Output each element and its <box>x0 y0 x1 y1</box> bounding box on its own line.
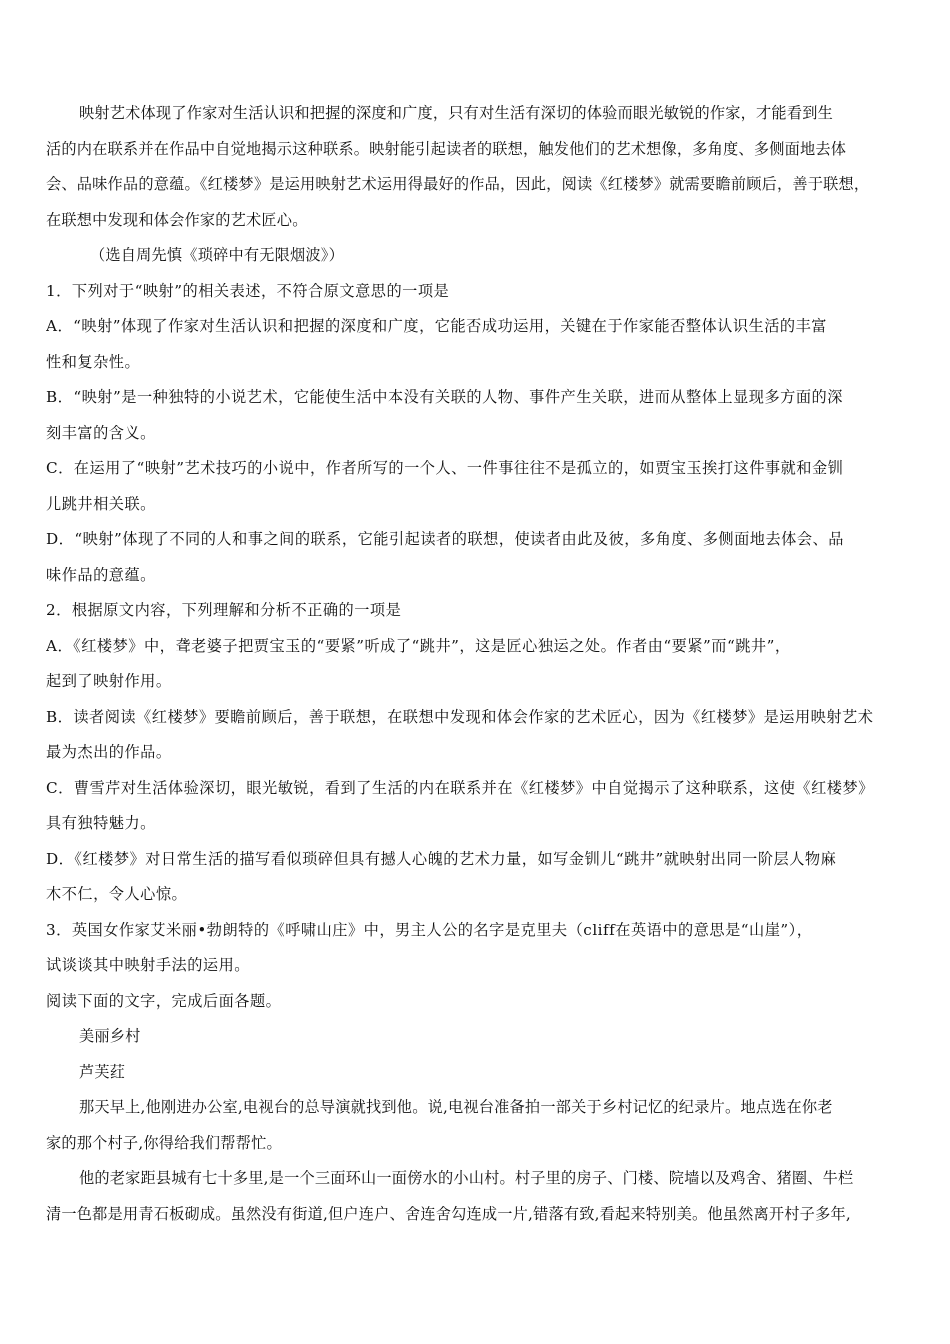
question-2-stem: 2．根据原文内容，下列理解和分析不正确的一项是 <box>46 601 402 619</box>
story-paragraph-line: 那天早上,他刚进办公室,电视台的总导演就找到他。说,电视台准备拍一部关于乡村记忆的纪录片。地点选在你老 <box>79 1098 833 1116</box>
q2-option-b-line1: B．读者阅读《红楼梦》要瞻前顾后，善于联想，在联想中发现和体会作家的艺术匠心，因为《红楼梦》是运用映射艺术 <box>46 707 874 726</box>
q1-option-c-line2: 儿跳井相关联。 <box>46 494 156 513</box>
document-page <box>46 96 914 1232</box>
question-3-stem-line2: 试谈谈其中映射手法的运用。 <box>46 956 250 974</box>
passage1-source: （选自周先慎《琐碎中有无限烟波》） <box>90 246 344 264</box>
passage1-line: 会、品味作品的意蕴。《红楼梦》是运用映射艺术运用得最好的作品，因此，阅读《红楼梦》就需要瞻前顾后，善于联想， <box>46 175 870 193</box>
q2-option-a-line2: 起到了映射作用。 <box>46 672 172 690</box>
question-1-stem: 1．下列对于“映射”的相关表述，不符合原文意思的一项是 <box>46 281 450 300</box>
q2-option-c-line1: C．曹雪芹对生活体验深切，眼光敏锐，看到了生活的内在联系并在《红楼梦》中自觉揭示了这种联系，这使《红楼梦》 <box>46 778 874 797</box>
passage1-line: 活的内在联系并在作品中自觉地揭示这种联系。映射能引起读者的联想，触发他们的艺术想像，多角度、多侧面地去体 <box>46 139 847 158</box>
q1-option-d-line2: 味作品的意蕴。 <box>46 565 156 584</box>
story-paragraph-line: 家的那个村子,你得给我们帮帮忙。 <box>46 1133 282 1152</box>
q1-option-b-line1: B．“映射”是一种独特的小说艺术，它能使生活中本没有关联的人物、事件产生关联，进而从整体上显现多方面的深 <box>46 388 843 406</box>
q2-option-d-line1: D．《红楼梦》对日常生活的描写看似琐碎但具有撼人心魄的艺术力量，如写金钏儿“跳井”就映射出同一阶层人物麻 <box>46 849 837 868</box>
story-paragraph-line: 他的老家距县城有七十多里,是一个三面环山一面傍水的小山村。村子里的房子、门楼、院墙以及鸡舍、猪圈、牛栏 <box>79 1169 854 1187</box>
q1-option-d-line1: D．“映射”体现了不同的人和事之间的联系，它能引起读者的联想，使读者由此及彼，多角度、多侧面地去体会、品 <box>46 530 844 548</box>
q1-option-c-line1: C．在运用了“映射”艺术技巧的小说中，作者所写的一个人、一件事往往不是孤立的，如贾宝玉挨打这件事就和金钏 <box>46 459 844 477</box>
story-author: 芦芙荭 <box>79 1062 126 1081</box>
story-paragraph-line: 清一色都是用青石板砌成。虽然没有街道,但户连户、舍连舍勾连成一片,错落有致,看起来特别美。他虽然离开村子多年, <box>46 1204 851 1223</box>
passage1-line: 在联想中发现和体会作家的艺术匠心。 <box>46 210 308 229</box>
question-3-stem-line1: 3．英国女作家艾米丽•勃朗特的《呼啸山庄》中，男主人公的名字是克里夫（cliff在英语中的意思是“山崖”）， <box>46 920 813 939</box>
q2-option-b-line2: 最为杰出的作品。 <box>46 743 172 761</box>
q2-option-a-line1: A．《红楼梦》中，聋老婆子把贾宝玉的“要紧”听成了“跳井”，这是匠心独运之处。作者由“要紧”而“跳井”， <box>46 636 791 655</box>
q2-option-c-line2: 具有独特魅力。 <box>46 814 156 832</box>
q1-option-b-line2: 刻丰富的含义。 <box>46 423 156 442</box>
q1-option-a-line1: A．“映射”体现了作家对生活认识和把握的深度和广度，它能否成功运用，关键在于作家能否整体认识生活的丰富 <box>46 317 827 335</box>
reading-instruction: 阅读下面的文字，完成后面各题。 <box>46 991 282 1010</box>
q1-option-a-line2: 性和复杂性。 <box>46 352 141 371</box>
passage1-line: 映射艺术体现了作家对生活认识和把握的深度和广度，只有对生活有深切的体验而眼光敏锐的作家，才能看到生 <box>79 104 833 122</box>
q2-option-d-line2: 木不仁，令人心惊。 <box>46 885 188 903</box>
story-title: 美丽乡村 <box>79 1027 141 1045</box>
